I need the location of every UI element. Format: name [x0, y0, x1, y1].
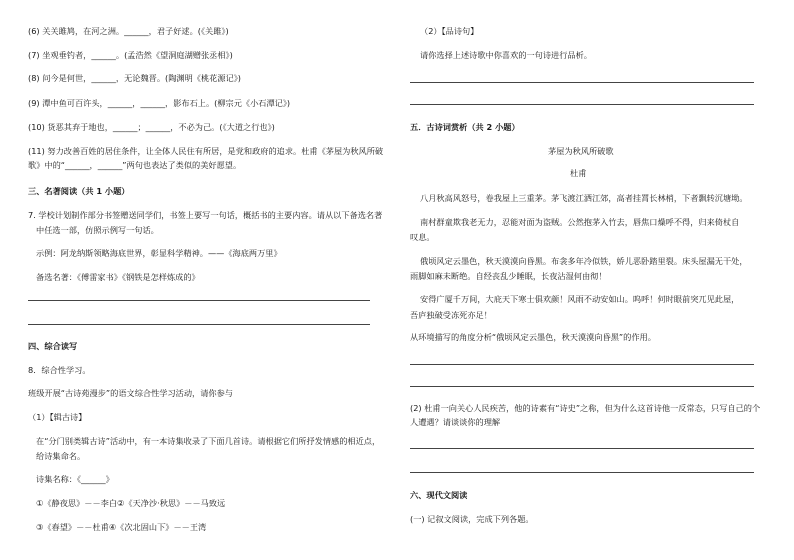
question-8: (8) 问今是何世，______，无论魏晋。(陶渊明《桃花源记》) — [28, 73, 241, 83]
collection-name: 诗集名称：《______》 — [36, 474, 114, 484]
poem-list-2: ③《春望》－－杜甫④《次北固山下》－－王湾 — [36, 522, 207, 532]
answer-line — [28, 300, 370, 301]
sub1-line2: 给诗集命名。 — [36, 451, 86, 461]
sub1-line1: 在“分门别类辑古诗”活动中，有一本诗集收录了下面几首诗。请根据它们所抒发情感的相近点， — [36, 436, 381, 446]
answer-line — [410, 386, 754, 387]
question-7: (7) 坐观垂钓者，______。(孟浩然《望洞庭湖赠张丞相》) — [28, 50, 233, 60]
poem-title: 茅屋为秋风所破歌 — [548, 146, 614, 156]
poem-stanza-3-line1: 俄顷风定云墨色，秋天漠漠向昏黑。布衾多年冷似铁，娇儿恶卧踏里裂。床头屋漏无干处， — [420, 256, 748, 266]
question-11-line2: 歌》中的“______，______”两句也表达了类似的美好愿望。 — [28, 160, 242, 170]
q7-main-line1: 7. 学校计划制作部分书签赠送同学们，书签上要写一句话，概括书的主要内容。请从以下备选名著 — [28, 210, 383, 220]
answer-line — [28, 324, 370, 325]
question-2-line2: 人遭遇？请谈谈你的理解 — [410, 417, 501, 427]
sub-question-2: （2）【品诗句】 — [420, 26, 479, 36]
options-text: 备选名著：《傅雷家书》《钢铁是怎样炼成的》 — [36, 272, 200, 282]
sub2-text: 请你选择上述诗歌中你喜欢的一句诗进行品析。 — [420, 50, 592, 60]
poem-author: 杜甫 — [570, 168, 587, 178]
question-2-line1: (2) 杜甫一向关心人民疾苦，他的诗素有“诗史”之称，但为什么这首诗他一反常态，只写自己的个 — [410, 403, 761, 413]
question-1-text: 从环境描写的角度分析“俄顷风定云墨色，秋天漠漠向昏黑”的作用。 — [410, 332, 656, 342]
section-3-heading: 三、名著阅读（共 1 小题） — [28, 186, 130, 196]
section-4-heading: 四、综合读写 — [28, 341, 78, 351]
sub-question-1: （1）【辑古诗】 — [28, 412, 87, 422]
poem-stanza-2-line1: 南村群童欺我老无力，忍能对面为盗贼。公然抱茅入竹去，唇焦口燥呼不得，归来倚杖自 — [420, 217, 740, 227]
intro-text: 班级开展“古诗苑漫步”的语文综合性学习活动，请你参与 — [28, 388, 233, 398]
section-6-heading: 六、现代文阅读 — [410, 490, 468, 500]
question-11-line1: (11) 努力改善百姓的居住条件，让全体人民住有所居，是党和政府的追求。杜甫《茅屋为秋风所破 — [28, 146, 384, 156]
answer-line — [410, 82, 754, 83]
section-6-subheading: (一) 记叙文阅读，完成下列各题。 — [410, 514, 534, 524]
question-9: (9) 潭中鱼可百许头，______，______，影布石上。(柳宗元《小石潭记》) — [28, 98, 291, 108]
question-10: (10) 货恶其弃于地也，______；______，不必为己。(《大道之行也》) — [28, 122, 275, 132]
poem-stanza-1: 八月秋高风怒号，卷我屋上三重茅。茅飞渡江洒江郊，高者挂罥长林梢，下者飘转沉塘坳。 — [420, 193, 748, 203]
answer-line — [410, 364, 754, 365]
poem-list-1: ①《静夜思》－－李白②《天净沙·秋思》－－马致远 — [36, 498, 226, 508]
example-text: 示例：阿龙纳斯领略海底世界，彰显科学精神。——《海底两万里》 — [36, 248, 282, 258]
poem-stanza-4-line2: 吾庐独破受冻死亦足！ — [410, 310, 492, 320]
question-6: (6) 关关雎鸠，在河之洲。______，君子好逑。(《关雎》) — [28, 26, 229, 36]
answer-line — [410, 472, 754, 473]
q8-main: 8．综合性学习。 — [28, 365, 91, 375]
poem-stanza-4-line1: 安得广厦千万间，大庇天下寒士俱欢颜！风雨不动安如山。呜呼！何时眼前突兀见此屋， — [420, 294, 740, 304]
poem-stanza-3-line2: 雨脚如麻未断绝。自经丧乱少睡眠，长夜沾湿何由彻！ — [410, 271, 607, 281]
q7-main-line2: 中任选一部，仿照示例写一句话。 — [36, 225, 159, 235]
answer-line — [410, 448, 754, 449]
answer-line — [410, 104, 754, 105]
poem-stanza-2-line2: 叹息。 — [410, 232, 435, 242]
section-5-heading: 五．古诗词赏析（共 2 小题） — [410, 122, 520, 132]
